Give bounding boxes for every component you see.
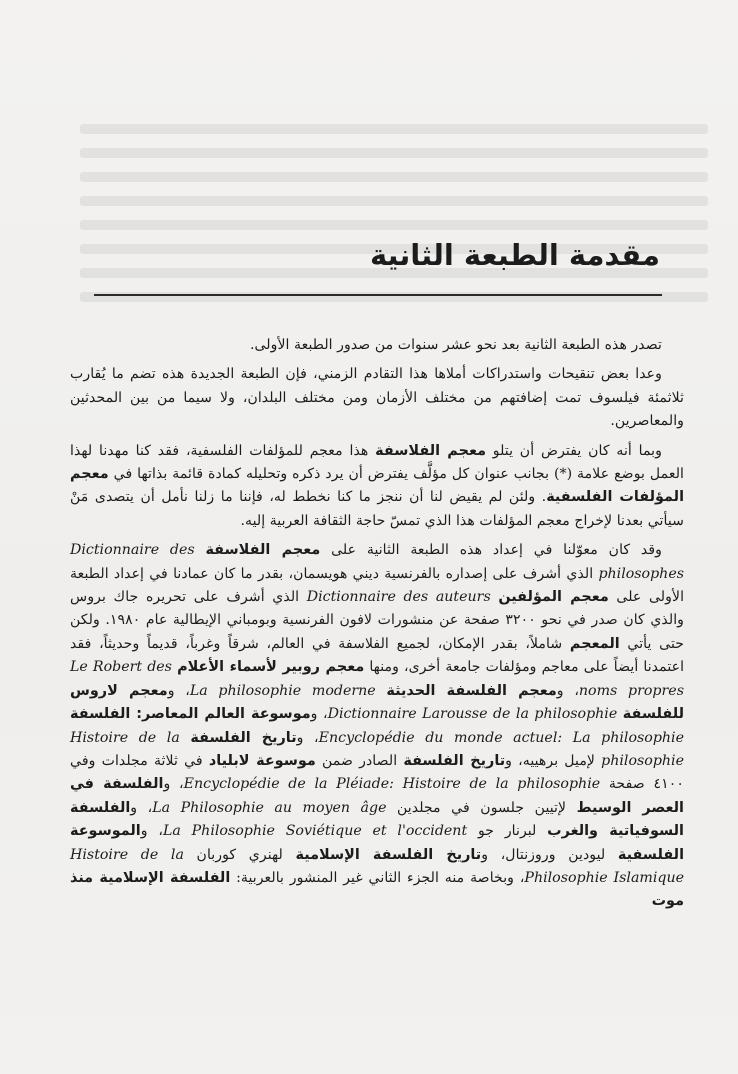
text-run: وبما أنه كان يفترض أن يتلو bbox=[486, 442, 662, 459]
latin-title: Histoire de la Philosophie Islamique bbox=[70, 846, 685, 886]
text-run: ليودين وروزنتال، و bbox=[481, 846, 618, 863]
text-run: شاملاً، بقدر الإمكان، لجميع الفلاسفة في العالم، شرقاً وغرباً، قديماً وحديثاً، فقد اعتمدنا أيضاً على معاجم ومؤلفات جامعة أخرى، ومنها bbox=[70, 635, 685, 676]
paragraph-1: تصدر هذه الطبعة الثانية بعد نحو عشر سنوات من صدور الطبعة الأولى. bbox=[249, 337, 662, 353]
text-run: ، و bbox=[140, 823, 163, 840]
bold-term: معجم الفلاسفة bbox=[375, 442, 486, 459]
text-run: لبرنار جو bbox=[467, 823, 548, 840]
text-run: ، وبخاصة منه الجزء الثاني غير المنشور بالعربية: bbox=[230, 869, 525, 886]
bleed-through-shadow bbox=[80, 110, 708, 350]
bold-term: معجم الفلسفة الحديثة bbox=[386, 682, 557, 699]
latin-title: Dictionnaire des philosophes bbox=[70, 542, 684, 582]
text-run: الذي أشرف على إصداره بالفرنسية ديني هويسمان، بقدر ما كان عمادنا في إعداد الطبعة الأولى على bbox=[70, 565, 685, 606]
text-run: . ولئن لم يقيض لنا أن ننجز ما كنا نخطط له، فإننا ما زلنا نأمل أن يتصدى مَنْ سيأتي بعدنا لإخراج معجم المؤلفات هذا الذي تمسّ حاجة الثقافة العربية إليه. bbox=[70, 489, 684, 529]
latin-title: Le Robert des noms propres bbox=[70, 659, 684, 699]
paragraph-2: وعدا بعض تنقيحات واستدراكات أملاها هذا التقادم الزمني، فإن الطبعة الجديدة هذه تضم ما يُقارب ثلاثمئة فيلسوف تمت إضافتهم من مختلف الأزمان ومن مختلف البلدان، ولا سيما من بين المحدثين والمعاصرين. bbox=[70, 366, 684, 430]
text-run: وقد كان معوّلنا في إعداد هذه الطبعة الثانية على bbox=[320, 542, 663, 559]
bold-term: معجم المؤلفات الفلسفية bbox=[70, 466, 685, 506]
bold-term: تاريخ الفلسفة bbox=[190, 729, 297, 746]
latin-title: Dictionnaire des auteurs bbox=[306, 589, 491, 606]
bold-term: الفلسفة الإسلامية منذ موت bbox=[70, 869, 684, 910]
bold-term: الموسوعة الفلسفية bbox=[70, 823, 685, 863]
bold-term: موسوعة لابلياد bbox=[208, 752, 316, 769]
text-run: ، و bbox=[167, 682, 190, 699]
bold-term: الفلسفة السوفياتية والغرب bbox=[70, 799, 684, 840]
text-run: الصادر ضمن bbox=[315, 752, 404, 769]
bold-term: تاريخ الفلسفة الإسلامية bbox=[295, 846, 482, 863]
text-run: لإميل برهييه، و bbox=[505, 752, 602, 769]
text-run: ، و bbox=[310, 706, 328, 723]
text-run: الذي أشرف على تحريره جاك بروس والذي كان صدر في نحو ٣٢٠٠ صفحة عن منشورات لافون الفرنسية وبومباني الإيطالية عام ١٩٨٠. ولكن حتى يأتي bbox=[70, 589, 684, 652]
latin-title: La Philosophie Soviétique et l'occident bbox=[162, 823, 468, 840]
latin-title: La philosophie moderne bbox=[189, 682, 376, 699]
latin-title: La Philosophie au moyen âge bbox=[152, 799, 387, 816]
paragraph-4 bbox=[70, 539, 684, 914]
latin-title: Dictionnaire Larousse de la philosophie bbox=[327, 706, 618, 723]
text-run: في ثلاثة مجلدات وفي ٤١٠٠ صفحة bbox=[70, 752, 684, 793]
bold-term: معجم روبير لأسماء الأعلام bbox=[177, 659, 365, 676]
text-run: ، و bbox=[296, 729, 319, 746]
text-run: ، و bbox=[556, 682, 579, 699]
text-run: لهنري كوربان bbox=[183, 846, 296, 863]
latin-title: Encyclopédie du monde actuel: La philosophie bbox=[318, 729, 684, 746]
bold-term: معجم الفلاسفة bbox=[205, 542, 321, 559]
bold-term: موسوعة العالم المعاصر: الفلسفة bbox=[70, 706, 311, 723]
text-run: ، و bbox=[163, 776, 184, 793]
bold-term: تاريخ الفلسفة bbox=[403, 752, 506, 769]
page-title: مقدمة الطبعة الثانية bbox=[369, 238, 660, 272]
bold-term: الفلسفة في العصر الوسيط bbox=[70, 776, 684, 816]
document-body bbox=[70, 334, 684, 920]
bold-term: معجم لاروس للفلسفة bbox=[70, 682, 684, 723]
latin-title: Encyclopédie de la Pléiade: Histoire de la philosophie bbox=[183, 776, 601, 793]
title-divider bbox=[94, 294, 662, 296]
text-run: لإتيين جلسون في مجلدين bbox=[386, 799, 577, 816]
bold-term: المعجم bbox=[569, 635, 620, 652]
text-run: هذا معجم للمؤلفات الفلسفية، فقد كنا مهدنا لهذا العمل بوضع علامة (*) بجانب عنوان كل مؤلَّف يفترض أن يرد ذكره وتحليله كمادة قائمة بذاتها في bbox=[70, 442, 684, 483]
latin-title: Histoire de la philosophie bbox=[70, 729, 684, 769]
paragraph-3 bbox=[70, 440, 684, 534]
bold-term: معجم المؤلفين bbox=[498, 589, 609, 606]
text-run: ، و bbox=[130, 799, 153, 816]
